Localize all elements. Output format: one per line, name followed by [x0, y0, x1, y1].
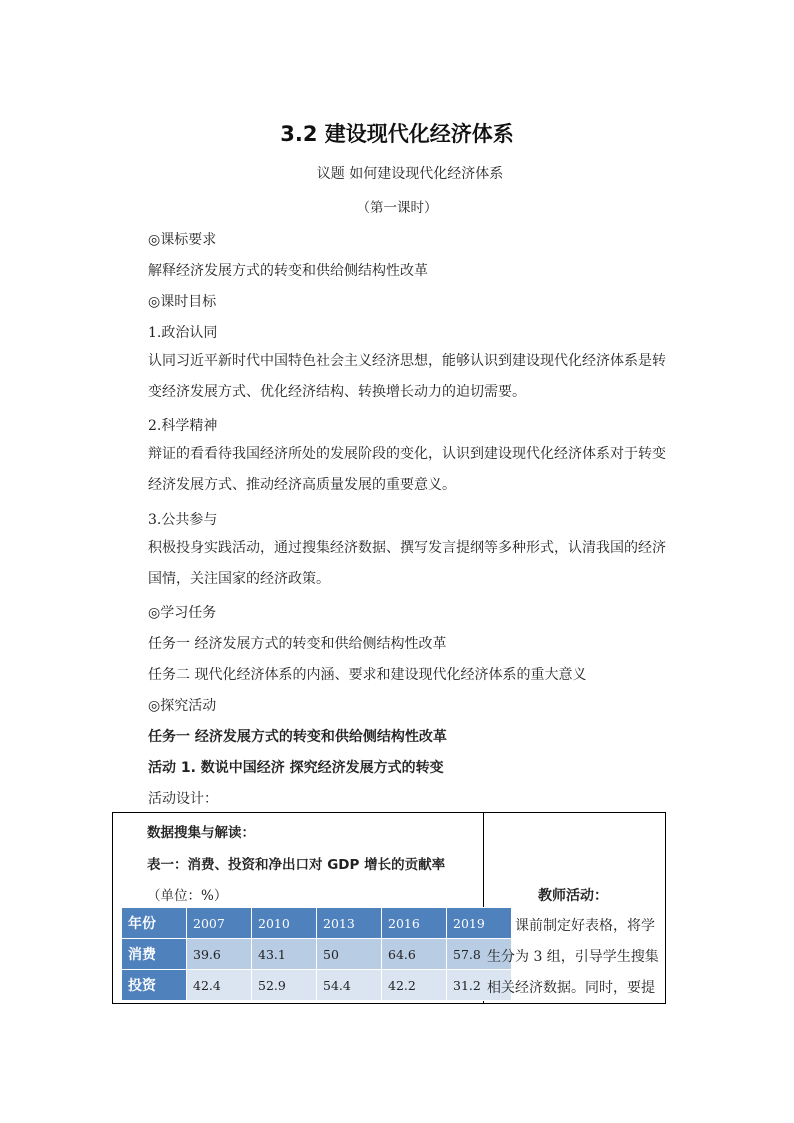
table-cell: 39.6	[187, 939, 252, 970]
tasks-heading: ◎学习任务	[148, 605, 217, 621]
table-row	[122, 939, 512, 970]
activity-design-label: 活动设计：	[148, 791, 218, 807]
lesson-label: （第一课时）	[356, 200, 438, 216]
table-cell: 42.4	[187, 970, 252, 1001]
table-header-cell: 2013	[317, 908, 382, 939]
table-unit: （单位：%）	[147, 888, 228, 904]
table-cell: 43.1	[252, 939, 317, 970]
activity-design-box	[112, 812, 666, 1004]
table-header-cell: 2007	[187, 908, 252, 939]
goal1-text: 认同习近平新时代中国特色社会主义经济思想，能够认识到建设现代化经济体系是转变经济发展方式、优化经济结构、转换增长动力的迫切需要。	[148, 353, 666, 400]
table-cell: 52.9	[252, 970, 317, 1001]
table-header-cell: 2016	[382, 908, 447, 939]
goal1-title: 1.政治认同	[148, 325, 218, 341]
table-title: 表一：消费、投资和净出口对 GDP 增长的贡献率	[147, 857, 446, 873]
row-label: 投资	[122, 970, 187, 1001]
table-cell: 50	[317, 939, 382, 970]
page-title: 3.2 建设现代化经济体系	[280, 122, 514, 146]
table-cell: 54.4	[317, 970, 382, 1001]
table-cell: 57.8	[447, 939, 512, 970]
table-header-cell: 2010	[252, 908, 317, 939]
curriculum-text: 解释经济发展方式的转变和供给侧结构性改革	[148, 263, 428, 279]
explore-heading: ◎探究活动	[148, 698, 217, 714]
table-header-row	[122, 908, 512, 939]
goal2-title: 2.科学精神	[148, 418, 218, 434]
topic-subtitle: 议题 如何建设现代化经济体系	[316, 166, 504, 182]
curriculum-heading: ◎课标要求	[148, 232, 217, 248]
table-header-cell: 年份	[122, 908, 187, 939]
goal2-text: 辩证的看看待我国经济所处的发展阶段的变化，认识到建设现代化经济体系对于转变经济发展方式、推动经济高质量发展的重要意义。	[148, 446, 666, 493]
task2: 任务二 现代化经济体系的内涵、要求和建设现代化经济体系的重大意义	[148, 667, 587, 683]
table-cell: 42.2	[382, 970, 447, 1001]
table-cell: 31.2	[447, 970, 512, 1001]
row-label: 消费	[122, 939, 187, 970]
task1: 任务一 经济发展方式的转变和供给侧结构性改革	[148, 636, 447, 652]
teacher-activity-heading: 教师活动：	[538, 888, 608, 904]
teacher-activity-text: 课前制定好表格，将学生分为 3 组，引导学生搜集相关经济数据。同时，要提	[487, 918, 659, 996]
activity1-title: 活动 1. 数说中国经济 探究经济发展方式的转变	[148, 760, 444, 776]
goal3-title: 3.公共参与	[148, 512, 218, 528]
table-cell: 64.6	[382, 939, 447, 970]
data-collection-heading: 数据搜集与解读：	[147, 825, 255, 841]
explore-task1: 任务一 经济发展方式的转变和供给侧结构性改革	[148, 729, 447, 745]
table-header-cell: 2019	[447, 908, 512, 939]
goal3-text: 积极投身实践活动，通过搜集经济数据、撰写发言提纲等多种形式，认清我国的经济国情，关注国家的经济政策。	[148, 540, 666, 587]
goals-heading: ◎课时目标	[148, 294, 217, 310]
table-row	[122, 970, 512, 1001]
contribution-table	[121, 907, 512, 1001]
